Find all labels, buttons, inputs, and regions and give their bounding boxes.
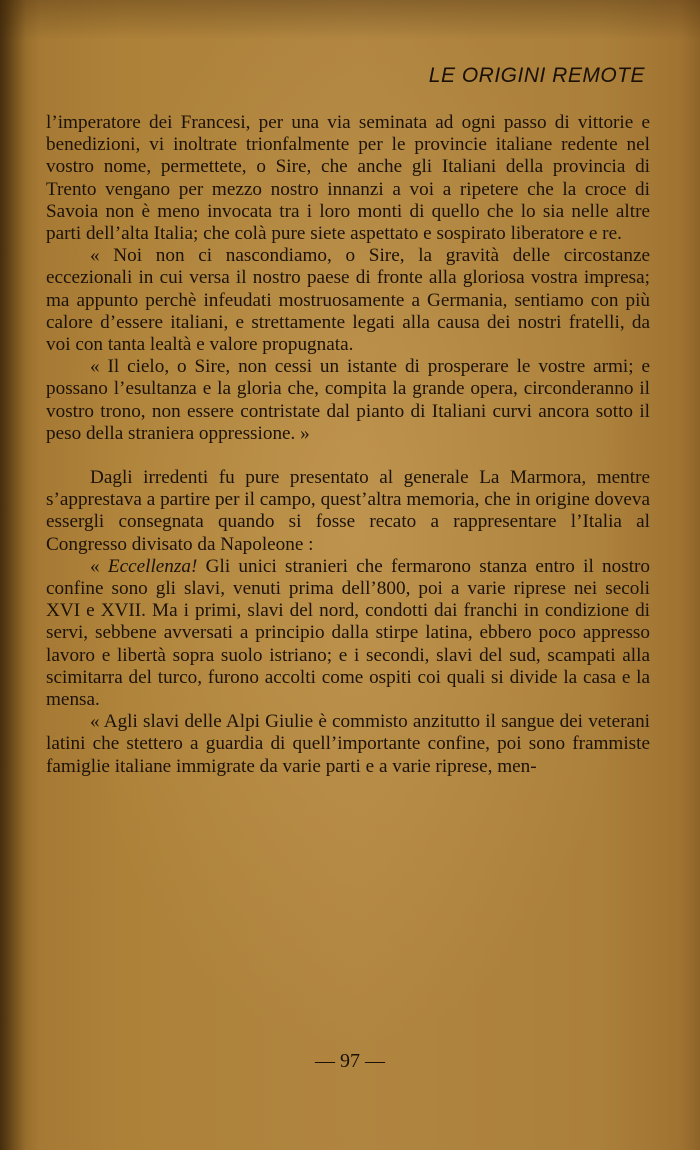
running-title: LE ORIGINI REMOTE: [428, 64, 645, 87]
paragraph-4: Dagli irredenti fu pure presentato al generale La Marmora, mentre s’apprestava a partire per il campo, quest’altra memoria, che in origine doveva essergli consegnata quando si fosse recato a rappresentare l’Italia al Congresso divisato da Napoleone :: [46, 467, 650, 555]
paragraph-3: « Il cielo, o Sire, non cessi un istante di prosperare le vostre armi; e possano l’esultanza e la gloria che, compita la grande opera, circonderanno il vostro trono, non essere contristate dal pianto di Italiani curvi ancora sotto il peso della straniera oppressione. »: [46, 356, 650, 444]
body-text: [46, 112, 650, 778]
quote-mark: «: [90, 555, 108, 577]
paragraph-1: l’imperatore dei Francesi, per una via seminata ad ogni passo di vittorie e benedizioni, vi inoltrate trionfalmente per le provincie italiane redente nel vostro nome, permettete, o Sire, che anche gli Italiani della provincia di Trento vengano per mezzo nostro innanzi a voi a ripetere che la croce di Savoia non è meno invocata tra i loro monti di quello che lo sia nelle altre parti dell’alta Italia; che colà pure siete aspettato e sospirato liberatore e re.: [46, 112, 650, 245]
page-number: — 97 —: [315, 1050, 385, 1072]
paragraph-2: « Noi non ci nascondiamo, o Sire, la gravità delle circostanze eccezionali in cui versa il nostro paese di fronte alla gloriosa vostra impresa; ma appunto perchè infeudati mostruosamente a Germania, sentiamo con più calore d’essere italiani, e strettamente legati alla causa dei nostri fratelli, da voi con tanta lealtà e valore propugnata.: [46, 245, 650, 356]
paragraph-5: [46, 556, 650, 711]
paragraph-5-text: Gli unici stranieri che fermarono stanza entro il nostro confine sono gli slavi, venuti prima dell’800, poi a varie riprese nei secoli XVI e XVII. Ma i primi, slavi del nord, condotti dai franchi in condizione di servi, sebbene avversati a principio dalla stirpe latina, ebbero poco appresso lavoro e libertà sopra suolo istriano; e i secondi, slavi del sud, scampati alla scimitarra del turco, furono accolti come ospiti coi quali si divide la casa e la mensa.: [46, 555, 651, 711]
salutation-space: [197, 556, 205, 577]
salutation: Eccellenza!: [107, 555, 198, 577]
paragraph-6: « Agli slavi delle Alpi Giulie è commisto anzitutto il sangue dei veterani latini che stettero a guardia di quell’importante confine, poi sono frammiste famiglie italiane immigrate da varie parti e a varie riprese, men-: [46, 711, 650, 777]
